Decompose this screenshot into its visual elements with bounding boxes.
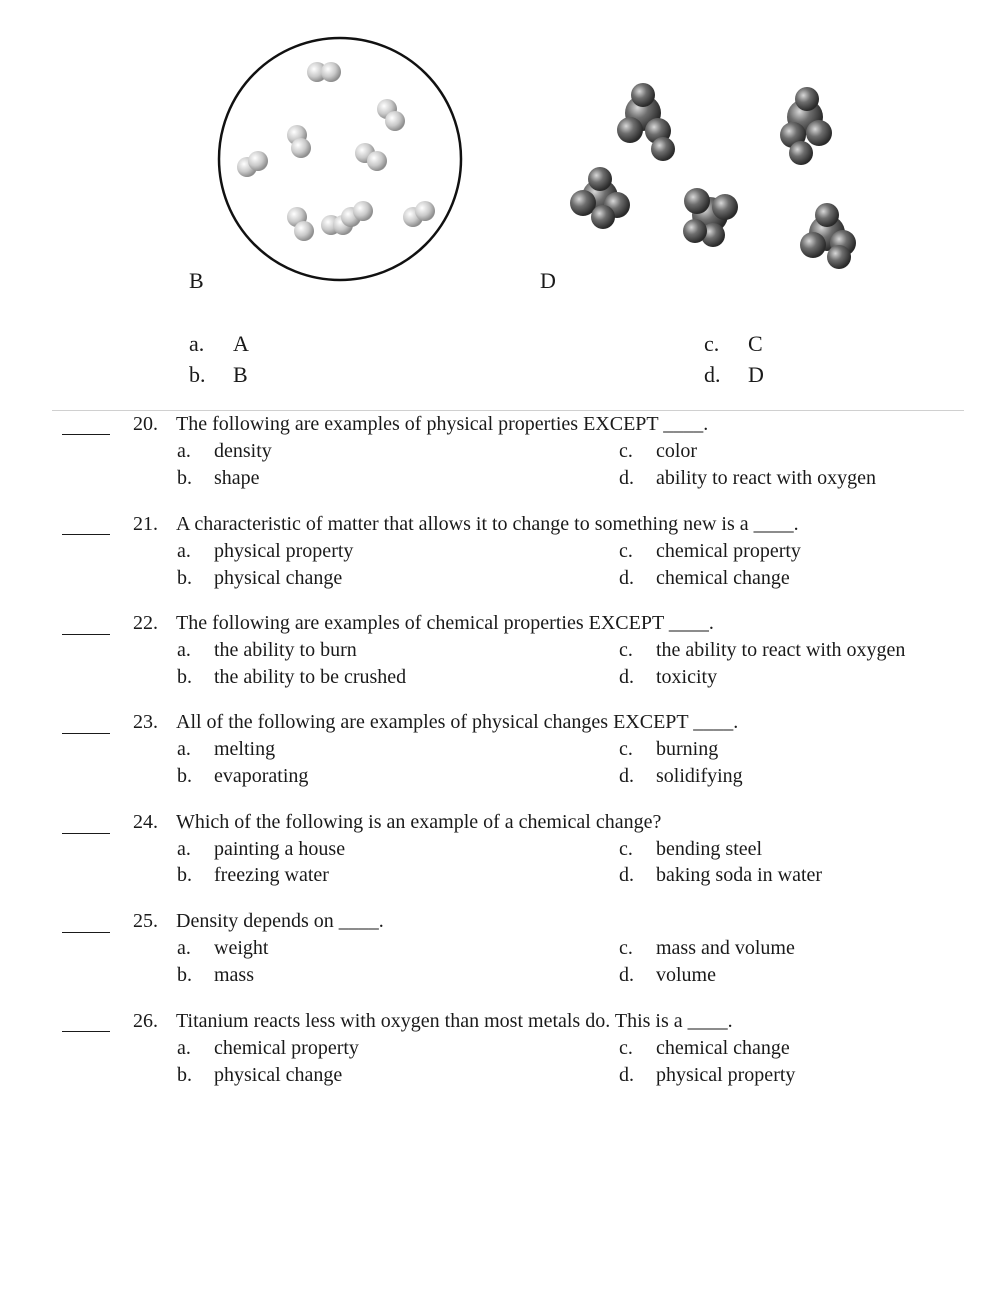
answer-blank[interactable] <box>62 833 110 834</box>
choice-text: the ability to react with oxygen <box>656 639 906 661</box>
choice-text: chemical change <box>656 567 790 589</box>
choice-text: chemical property <box>656 540 801 562</box>
molecule <box>570 167 630 229</box>
choice-letter: a. <box>177 639 191 661</box>
answer-blank[interactable] <box>62 932 110 933</box>
figure-option-text: B <box>233 362 248 387</box>
choice-letter: d. <box>619 765 634 787</box>
choice-text: chemical property <box>214 1037 359 1059</box>
molecule <box>237 151 268 177</box>
molecule <box>617 83 675 161</box>
question-text: Which of the following is an example of a chemical change? <box>176 811 662 833</box>
molecule <box>287 125 311 158</box>
figure-option-text: D <box>748 362 764 387</box>
figure-d-tetrahedral-molecules <box>555 75 875 275</box>
question-text: A characteristic of matter that allows it to change to something new is a ____. <box>176 513 799 535</box>
molecule <box>377 99 405 131</box>
choice-text: chemical change <box>656 1037 790 1059</box>
choice-letter: a. <box>177 937 191 959</box>
choice-letter: d. <box>619 567 634 589</box>
figure-d-label: D <box>540 268 556 293</box>
answer-blank[interactable] <box>62 634 110 635</box>
choice-text: the ability to burn <box>214 639 357 661</box>
choice-letter: a. <box>177 440 191 462</box>
molecule <box>355 143 387 171</box>
choice-text: freezing water <box>214 864 329 886</box>
figure-b-label: B <box>189 268 204 293</box>
question-number: 25. <box>133 910 158 932</box>
choice-letter: d. <box>619 666 634 688</box>
choice-letter: c. <box>619 1037 633 1059</box>
question-number: 22. <box>133 612 158 634</box>
question-number: 21. <box>133 513 158 535</box>
question-text: All of the following are examples of physical changes EXCEPT ____. <box>176 711 739 733</box>
molecule <box>403 201 435 227</box>
choice-text: weight <box>214 937 269 959</box>
question-text: Titanium reacts less with oxygen than most metals do. This is a ____. <box>176 1010 733 1032</box>
choice-text: ability to react with oxygen <box>656 467 876 489</box>
choice-text: physical property <box>214 540 354 562</box>
choice-letter: c. <box>619 540 633 562</box>
choice-text: burning <box>656 738 719 760</box>
choice-text: volume <box>656 964 716 986</box>
choice-letter: c. <box>619 639 633 661</box>
choice-text: mass <box>214 964 254 986</box>
choice-letter: d. <box>619 1064 634 1086</box>
figure-option-letter: b. <box>189 362 206 387</box>
figure-option-text: C <box>748 331 763 356</box>
choice-letter: b. <box>177 1064 192 1086</box>
choice-letter: c. <box>619 937 633 959</box>
figure-b-diatomic-molecules <box>205 35 475 285</box>
choice-text: painting a house <box>214 838 346 860</box>
choice-text: mass and volume <box>656 937 795 959</box>
choice-letter: b. <box>177 864 192 886</box>
choice-letter: a. <box>177 738 191 760</box>
choice-letter: a. <box>177 540 191 562</box>
question-number: 24. <box>133 811 158 833</box>
choice-letter: c. <box>619 738 633 760</box>
question-text: The following are examples of chemical properties EXCEPT ____. <box>176 612 714 634</box>
choice-text: color <box>656 440 698 462</box>
choice-text: bending steel <box>656 838 763 860</box>
choice-letter: c. <box>619 838 633 860</box>
molecule <box>683 188 738 247</box>
choice-text: density <box>214 440 272 462</box>
section-divider <box>52 410 964 411</box>
answer-blank[interactable] <box>62 1031 110 1032</box>
choice-letter: b. <box>177 666 192 688</box>
choice-text: melting <box>214 738 276 760</box>
choice-letter: a. <box>177 838 191 860</box>
molecule <box>800 203 856 269</box>
choice-letter: c. <box>619 440 633 462</box>
answer-blank[interactable] <box>62 434 110 435</box>
choice-text: physical property <box>656 1064 796 1086</box>
question-text: The following are examples of physical properties EXCEPT ____. <box>176 413 709 435</box>
question-number: 26. <box>133 1010 158 1032</box>
choice-letter: b. <box>177 467 192 489</box>
molecule <box>307 62 341 82</box>
figure-option-letter: a. <box>189 331 205 356</box>
choice-text: shape <box>214 467 260 489</box>
choice-text: the ability to be crushed <box>214 666 407 688</box>
figure-option-text: A <box>233 331 249 356</box>
choice-letter: b. <box>177 567 192 589</box>
molecule <box>287 207 314 241</box>
figure-option-letter: c. <box>704 331 720 356</box>
choice-text: solidifying <box>656 765 743 787</box>
choice-letter: d. <box>619 467 634 489</box>
choice-letter: d. <box>619 864 634 886</box>
choice-text: physical change <box>214 1064 343 1086</box>
question-text: Density depends on ____. <box>176 910 384 932</box>
question-number: 20. <box>133 413 158 435</box>
molecule <box>341 201 373 227</box>
answer-blank[interactable] <box>62 733 110 734</box>
choice-letter: a. <box>177 1037 191 1059</box>
choice-text: physical change <box>214 567 343 589</box>
choice-text: evaporating <box>214 765 309 787</box>
choice-text: baking soda in water <box>656 864 823 886</box>
choice-letter: d. <box>619 964 634 986</box>
question-number: 23. <box>133 711 158 733</box>
choice-letter: b. <box>177 765 192 787</box>
choice-letter: b. <box>177 964 192 986</box>
molecule <box>780 87 832 165</box>
choice-text: toxicity <box>656 666 718 688</box>
figure-option-letter: d. <box>704 362 721 387</box>
answer-blank[interactable] <box>62 534 110 535</box>
